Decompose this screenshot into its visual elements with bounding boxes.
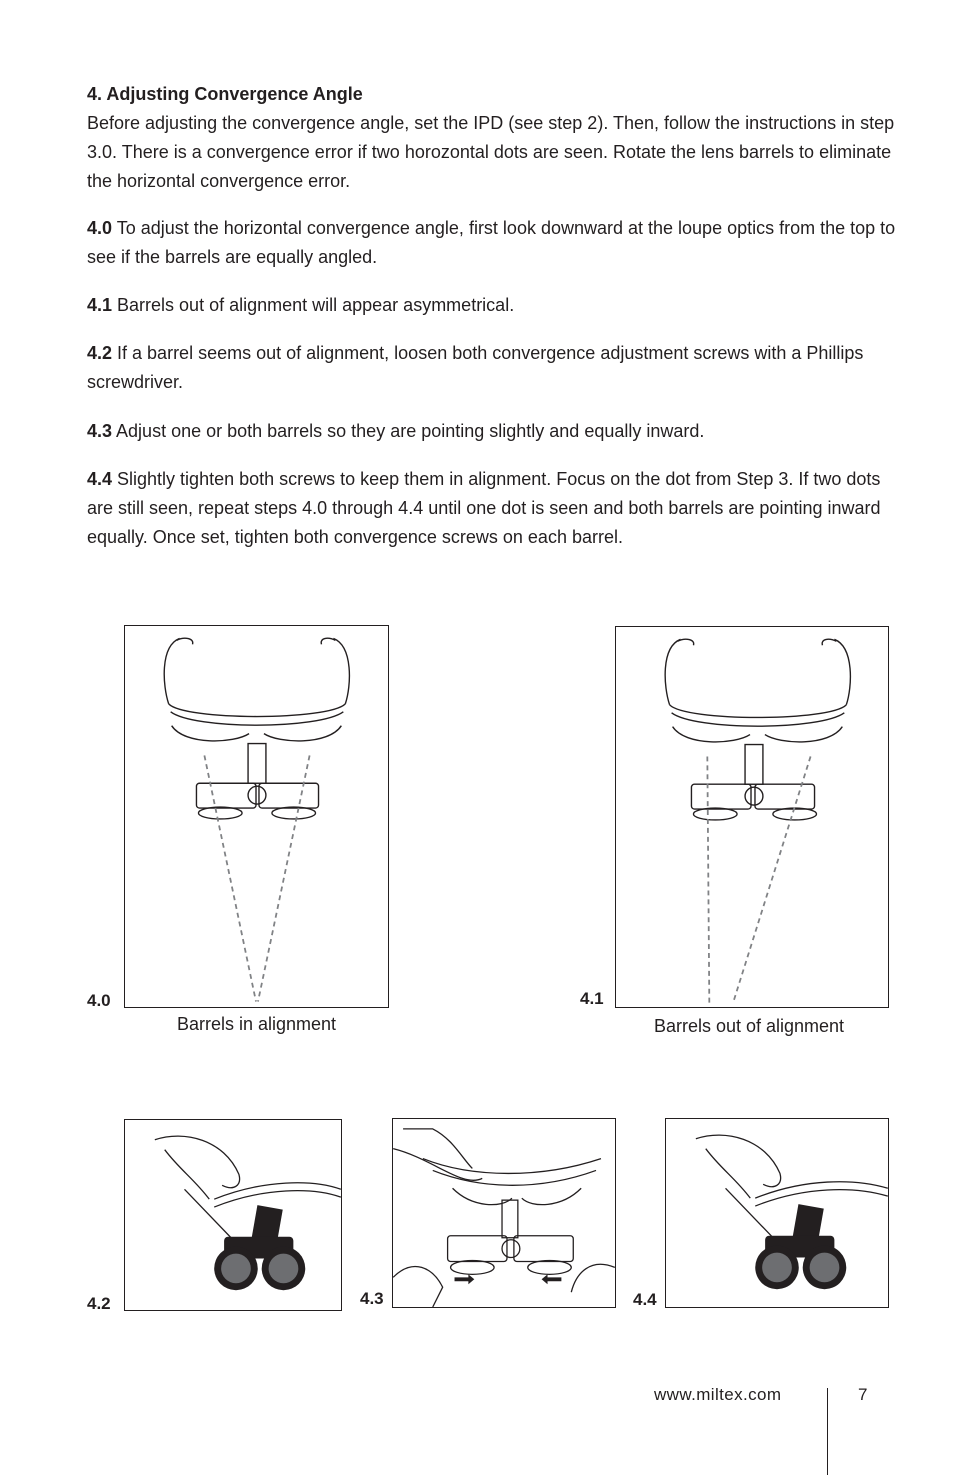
section-heading: 4. Adjusting Convergence Angle <box>87 84 363 104</box>
section-intro: Before adjusting the convergence angle, set the IPD (see step 2). Then, follow the instructions in step 3.0. There is a convergence error if two horozontal dots are seen. Rotate the lens barrels to eliminate the horizontal convergence error. <box>87 113 895 191</box>
figure-4-1-image <box>615 626 889 1008</box>
step-number: 4.0 <box>87 218 113 238</box>
step-number: 4.1 <box>87 295 113 315</box>
step-number: 4.2 <box>87 343 113 363</box>
loupe-misaligned-illustration <box>616 627 888 1007</box>
figure-4-2-image <box>124 1119 342 1311</box>
step-4-3 <box>87 417 897 446</box>
footer-divider <box>827 1388 828 1475</box>
step-4-4 <box>87 465 897 552</box>
loupe-aligned-illustration <box>125 626 388 1007</box>
step-number: 4.4 <box>87 469 113 489</box>
figure-number: 4.4 <box>633 1290 657 1309</box>
step-text: Adjust one or both barrels so they are pointing slightly and equally inward. <box>112 421 705 441</box>
figure-4-0-image <box>124 625 389 1008</box>
step-4-1 <box>87 291 897 320</box>
step-text: If a barrel seems out of alignment, loosen both convergence adjustment screws with a Phillips screwdriver. <box>87 343 864 392</box>
screwdriver-tighten-illustration <box>666 1119 888 1307</box>
figure-caption: Barrels in alignment <box>176 1014 337 1034</box>
figure-4-4-image <box>665 1118 889 1308</box>
step-4-0 <box>87 214 897 272</box>
step-text: Barrels out of alignment will appear asymmetrical. <box>112 295 515 315</box>
footer-url: www.miltex.com <box>654 1385 782 1404</box>
figure-number: 4.0 <box>87 991 111 1010</box>
figure-caption: Barrels out of alignment <box>653 1016 845 1036</box>
figure-number: 4.2 <box>87 1294 111 1313</box>
step-text: To adjust the horizontal convergence angle, first look downward at the loupe optics from the top to see if the barrels are equally angled. <box>87 218 896 267</box>
screwdriver-loosen-illustration <box>125 1120 341 1310</box>
figure-number: 4.3 <box>360 1289 384 1308</box>
page-number: 7 <box>858 1385 868 1404</box>
figure-number: 4.1 <box>580 989 604 1008</box>
figure-4-3-image <box>392 1118 616 1308</box>
step-4-2 <box>87 339 897 397</box>
barrel-adjust-illustration <box>393 1119 615 1307</box>
section-body <box>87 80 897 196</box>
step-text: Slightly tighten both screws to keep them in alignment. Focus on the dot from Step 3. If two dots are still seen, repeat steps 4.0 through 4.4 until one dot is seen and both barrels are pointing inward equally. Once set, tighten both convergence screws on each barrel. <box>87 469 881 547</box>
step-number: 4.3 <box>87 421 113 441</box>
